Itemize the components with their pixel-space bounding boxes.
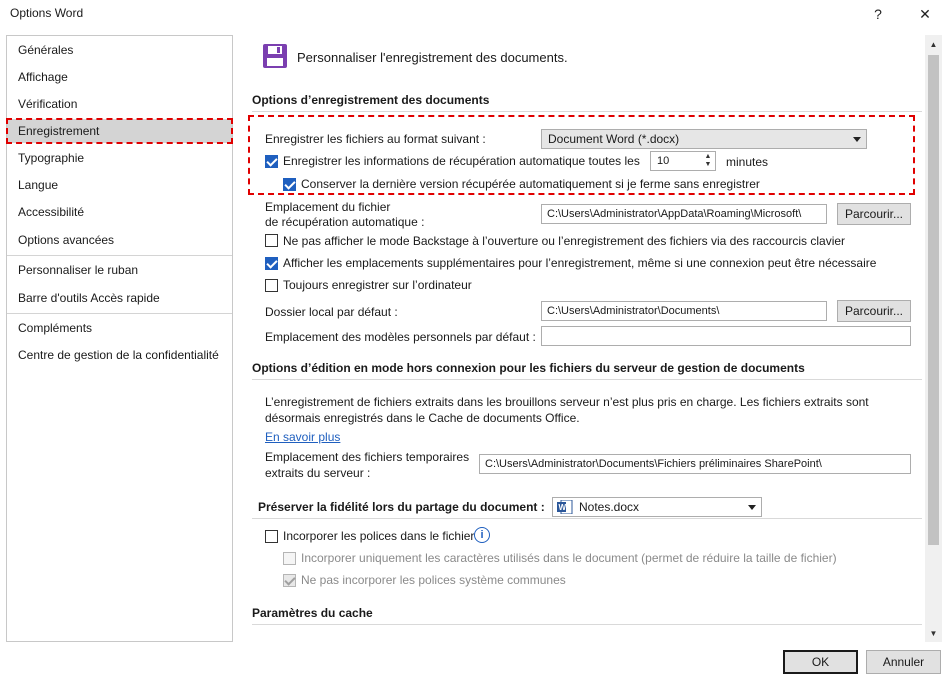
temp-location-input[interactable]: C:\Users\Administrator\Documents\Fichiers préliminaires SharePoint\ [479, 454, 911, 474]
spin-down-icon[interactable]: ▼ [704, 161, 712, 168]
sidebar-item-options-avancees[interactable]: Options avancées [18, 233, 115, 247]
cancel-button[interactable]: Annuler [866, 650, 941, 674]
floppy-disk-icon [262, 43, 288, 69]
options-sidebar [6, 35, 233, 642]
autorecover-minutes-spinner[interactable] [650, 151, 716, 171]
window-title: Options Word [10, 6, 84, 20]
options-content [240, 35, 924, 642]
temp-location-label: Emplacement des fichiers temporaires [265, 450, 470, 464]
templates-input[interactable] [541, 326, 911, 346]
minutes-label: minutes [726, 155, 769, 169]
autorecover-label: Enregistrer les informations de récupération automatique toutes les [283, 154, 640, 168]
templates-label: Emplacement des modèles personnels par défaut : [265, 330, 536, 344]
temp-location-label-2: extraits du serveur : [265, 466, 371, 480]
browse-autorecover-button[interactable]: Parcourir... [837, 203, 911, 225]
scroll-up-icon[interactable]: ▲ [929, 40, 938, 49]
sidebar-item-personnaliser-ruban[interactable]: Personnaliser le ruban [18, 263, 139, 277]
autorecover-location-label: Emplacement du fichier [265, 200, 391, 214]
browse-local-folder-button[interactable]: Parcourir... [837, 300, 911, 322]
sidebar-item-affichage[interactable]: Affichage [18, 70, 68, 84]
no-backstage-label: Ne pas afficher le mode Backstage à l’ouverture ou l’enregistrement des fichiers via des raccourcis clavier [283, 234, 846, 248]
sidebar-item-langue[interactable]: Langue [18, 178, 59, 192]
sidebar-item-generales[interactable]: Générales [18, 43, 74, 57]
local-folder-label: Dossier local par défaut : [265, 305, 398, 319]
offline-section-heading: Options d’édition en mode hors connexion pour les fichiers du serveur de gestion de documents [252, 361, 805, 375]
sidebar-item-typographie[interactable]: Typographie [18, 151, 85, 165]
section-divider [252, 111, 922, 112]
title-bar [0, 0, 951, 30]
sidebar-divider [7, 255, 232, 256]
sidebar-item-confidentialite[interactable]: Centre de gestion de la confidentialité [18, 348, 219, 362]
show-locations-label: Afficher les emplacements supplémentaires pour l’enregistrement, même si une connexion peut être nécessaire [283, 256, 877, 270]
embed-fonts-checkbox[interactable] [265, 530, 278, 543]
embed-fonts-label: Incorporer les polices dans le fichier [283, 529, 475, 543]
fidelity-document-dropdown[interactable] [552, 497, 762, 517]
svg-text:W: W [558, 503, 567, 512]
autorecover-minutes-value: 10 [657, 155, 670, 167]
format-label: Enregistrer les fichiers au format suivant : [265, 132, 486, 146]
chevron-down-icon [748, 505, 756, 510]
fidelity-section-heading: Préserver la fidélité lors du partage du document : [258, 500, 545, 514]
cache-section-heading: Paramètres du cache [252, 606, 373, 620]
always-computer-label: Toujours enregistrer sur l’ordinateur [283, 278, 472, 292]
sidebar-divider [7, 313, 232, 314]
keep-last-version-label: Conserver la dernière version récupérée automatiquement si je ferme sans enregistrer [301, 177, 760, 191]
autorecover-location-input[interactable]: C:\Users\Administrator\AppData\Roaming\Microsoft\ [541, 204, 827, 224]
offline-info-line-1: L’enregistrement de fichiers extraits dans les brouillons serveur n’est plus pris en charge. Les fichiers extraits sont [265, 395, 869, 409]
fidelity-document-value: Notes.docx [579, 500, 640, 514]
sidebar-item-verification[interactable]: Vérification [18, 97, 78, 111]
spin-up-icon[interactable]: ▲ [704, 153, 712, 160]
section-divider [252, 624, 922, 625]
scroll-down-icon[interactable]: ▼ [929, 629, 938, 638]
sidebar-item-accessibilite[interactable]: Accessibilité [18, 205, 85, 219]
save-section-heading: Options d’enregistrement des documents [252, 93, 490, 107]
no-system-fonts-checkbox[interactable] [283, 574, 296, 587]
no-system-fonts-label: Ne pas incorporer les polices système communes [301, 573, 566, 587]
offline-info-line-2: désormais enregistrés dans le Cache de documents Office. [265, 411, 580, 425]
format-value: Document Word (*.docx) [548, 132, 680, 146]
embed-used-chars-label: Incorporer uniquement les caractères utilisés dans le document (permet de réduire la taille de fichier) [301, 551, 837, 565]
learn-more-link[interactable]: En savoir plus [265, 430, 341, 444]
always-computer-checkbox[interactable] [265, 279, 278, 292]
sidebar-item-enregistrement[interactable]: Enregistrement [7, 119, 232, 143]
content-scrollbar[interactable] [925, 35, 942, 642]
section-divider [252, 518, 922, 519]
sidebar-item-complements[interactable]: Compléments [18, 321, 93, 335]
section-divider [252, 379, 922, 380]
sidebar-item-acces-rapide[interactable]: Barre d'outils Accès rapide [18, 291, 160, 305]
help-button[interactable]: ? [874, 6, 882, 22]
ok-button[interactable]: OK [783, 650, 858, 674]
page-title: Personnaliser l'enregistrement des documents. [297, 50, 568, 65]
chevron-down-icon [853, 137, 861, 142]
show-locations-checkbox[interactable] [265, 257, 278, 270]
word-document-icon [557, 500, 573, 514]
autorecover-checkbox[interactable] [265, 155, 278, 168]
autorecover-location-label-2: de récupération automatique : [265, 215, 425, 229]
format-dropdown[interactable] [541, 129, 867, 149]
keep-last-version-checkbox[interactable] [283, 178, 296, 191]
close-button[interactable]: ✕ [919, 6, 931, 22]
info-icon[interactable]: i [474, 527, 490, 543]
embed-used-chars-checkbox[interactable] [283, 552, 296, 565]
no-backstage-checkbox[interactable] [265, 234, 278, 247]
scroll-thumb[interactable] [928, 55, 939, 545]
local-folder-input[interactable]: C:\Users\Administrator\Documents\ [541, 301, 827, 321]
